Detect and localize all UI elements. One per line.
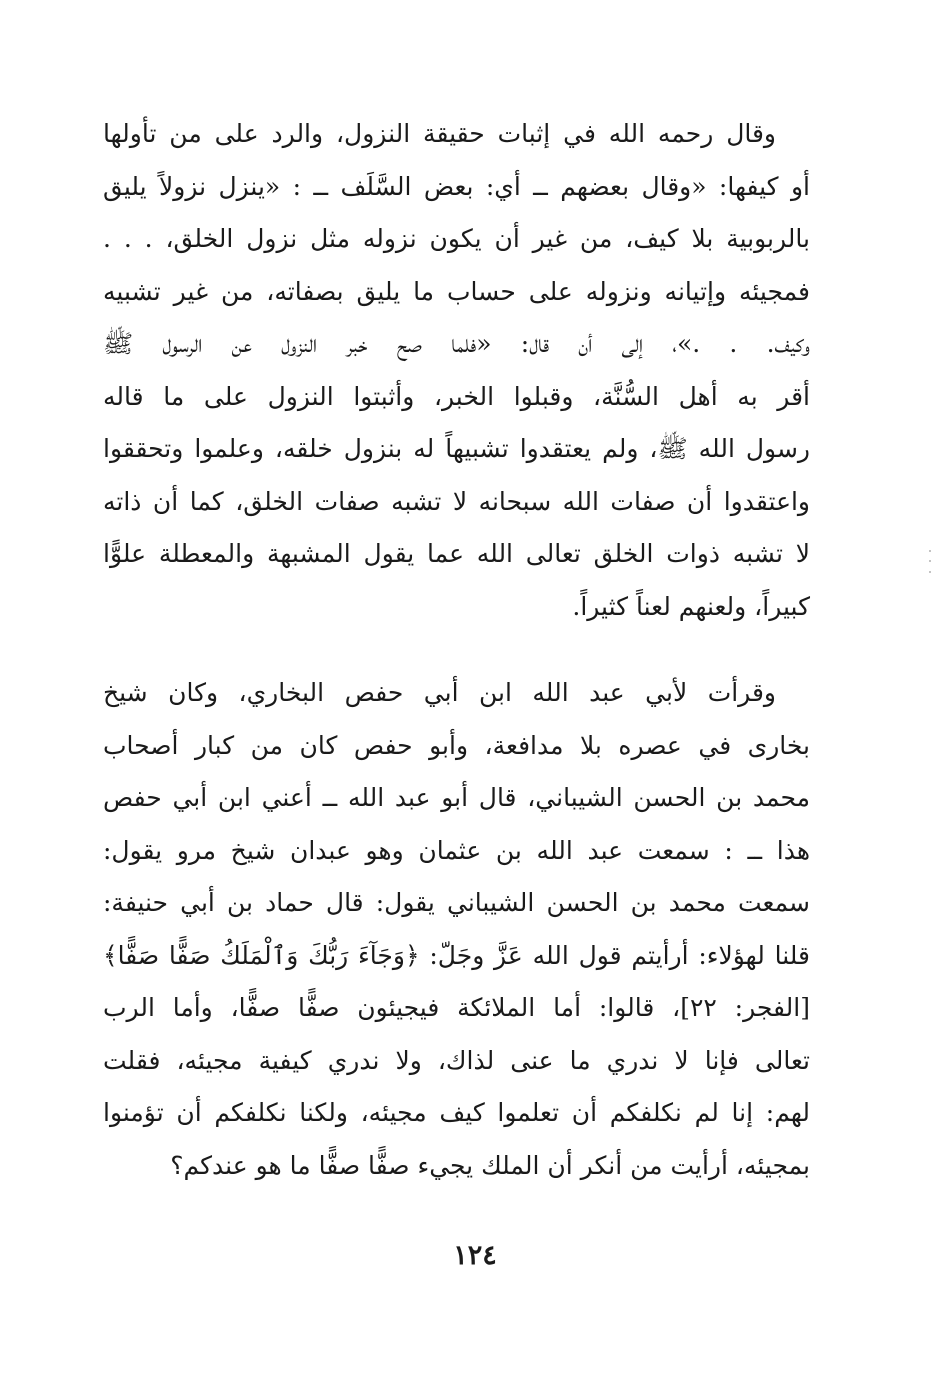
paragraph-2-line: هذا ــ : سمعت عبد الله بن عثمان وهو عبدان شيخ مرو يقول: [103,835,810,865]
paragraph-1-line: لا تشبه ذوات الخلق تعالى الله عما يقول المشبهة والمعطلة علوًّا [103,539,810,568]
page-number: ١٢٤ [453,1240,497,1271]
paragraph-1-line: كبيراً، ولعنهم لعناً كثيراً. [572,591,810,621]
margin-scan-dots [928,548,932,578]
paragraph-2-line: محمد بن الحسن الشيباني، قال أبو عبد الله ــ أعني ابن أبي حفص [103,783,810,812]
paragraph-1-line: رسول الله ﷺ، ولم يعتقدوا تشبيهاً له بنزول خلقه، وعلموا وتحققوا [103,434,810,463]
paragraph-2-line: بمجيئه، أرأيت من أنكر أن الملك يجيء صفًّا صفًّا ما هو عندكم؟ [170,1150,810,1180]
paragraph-1-line: وكيف. . .»، إلى أن قال: «فلما صح خبر النزول عن الرسول ﷺ [103,329,810,358]
paragraph-2-line: [الفجر: ٢٢]، قالوا: أما الملائكة فيجيئون صفًّا صفًّا، وأما الرب [103,993,810,1022]
paragraph-2 [103,667,810,1192]
paragraph-1-line: فمجيئه وإتيانه ونزوله على حساب ما يليق بصفاته، من غير تشبيه [103,276,810,306]
paragraph-2-line: لهم: إنا لم نكلفكم أن تعلموا كيف مجيئه، ولكنا نكلفكم أن تؤمنوا [103,1098,810,1127]
paragraph-1-line: وقال رحمه الله في إثبات حقيقة النزول، والرد على من تأولها [103,119,776,148]
paragraph-1-line: بالربوبية بلا كيف، من غير أن يكون نزوله مثل نزول الخلق، . . . [103,224,810,253]
paragraph-2-line: تعالى فإنا لا ندري ما عنى لذاك، ولا ندري كيفية مجيئه، فقلت [103,1045,810,1075]
paragraph-1-line: أقر به أهل السُّنَّة، وقبلوا الخبر، وأثبتوا النزول على ما قاله [103,381,810,411]
paragraph-1-line: واعتقدوا أن صفات الله سبحانه لا تشبه صفات الخلق، كما أن ذاته [103,486,810,516]
paragraph-2-line: قلنا لهؤلاء: أرأيتم قول الله عَزَّ وجَلّ: ﴿وَجَآءَ رَبُّكَ وَٱلْمَلَكُ صَفًّا صَفًّا﴾ [103,940,810,970]
paragraph-2-line: سمعت محمد بن الحسن الشيباني يقول: قال حماد بن أبي حنيفة: [103,888,810,917]
paragraph-2-line: بخارى في عصره بلا مدافعة، وأبو حفص كان من كبار أصحاب [103,730,810,760]
paragraph-2-line: وقرأت لأبي عبد الله ابن أبي حفص البخاري، وكان شيخ [103,678,776,707]
paragraph-1-line: أو كيفها: «وقال بعضهم ــ أي: بعض السَّلَف ــ : «ينزل نزولاً يليق [103,171,810,201]
paragraph-1 [103,108,810,633]
